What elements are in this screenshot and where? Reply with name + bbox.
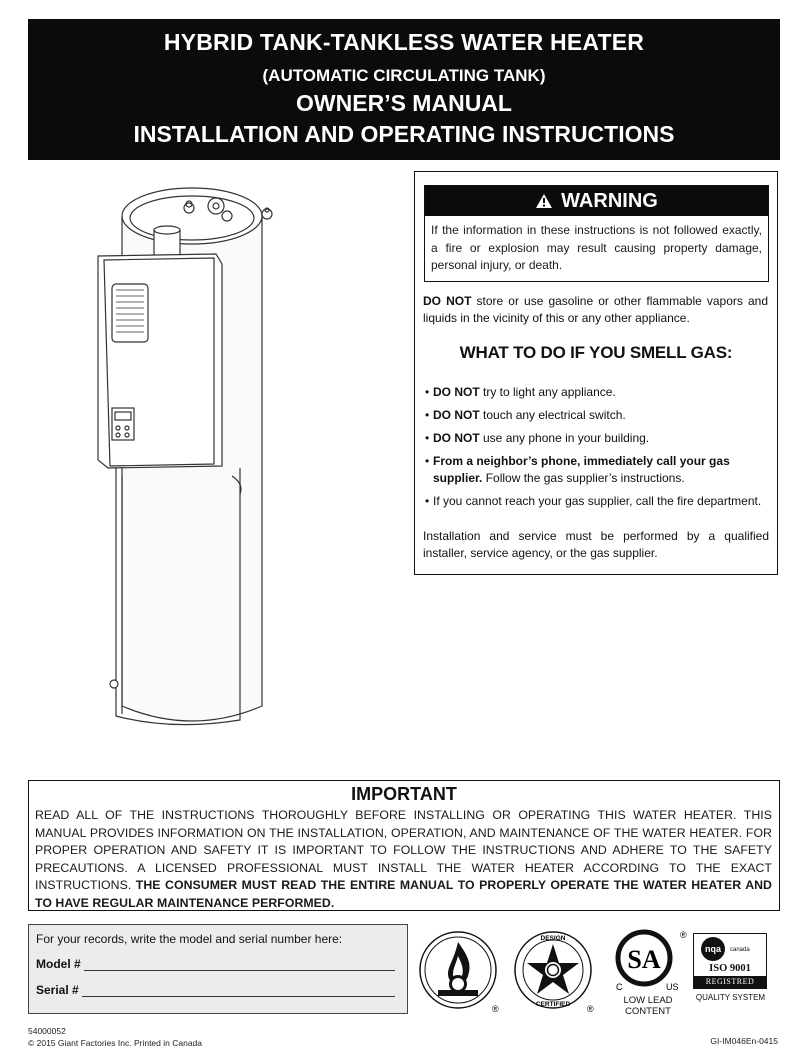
item-bold: DO NOT [433,408,480,422]
csa-certification [608,928,688,1023]
list-item [425,384,769,401]
nqa-canada: canada [730,947,750,953]
item-text: try to light any appliance. [479,385,616,399]
item-text: use any phone in your building. [479,431,650,445]
warning-triangle-icon [535,193,553,209]
gas-heading: WHAT TO DO IF YOU SMELL GAS: [459,343,733,362]
installation-note: Installation and service must be performed by a qualified installer, service agency, or the gas supplier. [423,529,769,560]
list-item [425,430,769,447]
item-text: Follow the gas supplier’s instructions. [482,471,685,485]
svg-text:SA: SA [627,945,661,974]
csa-logo [608,928,688,990]
item-bold: DO NOT [433,385,480,399]
design-certified-logo [513,930,597,1014]
item-text: If you cannot reach your gas supplier, call the fire department. [433,494,762,508]
low-lead-content: CONTENT [625,1006,671,1017]
title-manual: OWNER’S MANUAL [296,90,512,116]
gas-instructions-list [425,384,769,516]
serial-number-field[interactable] [36,981,395,997]
important-bold: THE CONSUMER MUST READ THE ENTIRE MANUAL TO PROPERLY OPERATE THE WATER HEATER AND TO HAVE REGULAR MAINTENANCE PERFORMED. [35,878,772,910]
list-item [425,493,769,510]
donot-text: store or use gasoline or other flammable vapors and liquids in the vicinity of this or any other appliance. [423,294,768,325]
title-product: HYBRID TANK-TANKLESS WATER HEATER [163,29,645,55]
item-bold: DO NOT [433,431,480,445]
item-text: touch any electrical switch. [479,408,626,422]
top-fitting-3 [222,211,232,221]
quality-system: QUALITY SYSTEM [695,993,766,1002]
registered-mark-3: ® [680,930,687,940]
title-subtitle: (AUTOMATIC CIRCULATING TANK) [262,66,546,85]
footer-left [28,1025,202,1049]
footer-copyright: © 2015 Giant Factories Inc. Printed in Canada [28,1038,202,1048]
important-box [28,780,780,911]
serial-line[interactable] [82,984,395,997]
top-fitting-4 [262,208,272,219]
footer-doc-id: GI-IM046En-0415 [710,1036,778,1046]
warning-title: WARNING [561,189,658,212]
nqa-logo: nqa [701,937,725,961]
csa-c: C [616,982,623,990]
footer-code: 54000052 [28,1026,66,1036]
serial-label: Serial # [36,983,79,997]
iso-certification [691,933,770,1015]
certified-label: CERTIFIED [535,1001,571,1008]
model-label: Model # [36,957,81,971]
records-box [28,924,408,1014]
top-fitting-2 [208,198,224,214]
warning-text: If the information in these instructions is not followed exactly, a fire or explosion may result causing property damage, personal injury, or death. [431,223,762,272]
important-text [35,807,772,912]
low-lead: LOW LEAD [623,995,673,1006]
model-number-field[interactable] [36,955,395,971]
important-title: IMPORTANT [351,784,457,804]
flammable-warning [423,293,768,327]
flame-certification-logo [418,930,502,1014]
csa-us: US [666,982,679,990]
list-item [425,453,769,487]
title-instructions: INSTALLATION AND OPERATING INSTRUCTIONS [133,121,675,147]
registered-mark-2: ® [587,1004,594,1014]
water-heater-illustration [92,176,292,736]
title-banner [28,19,780,160]
donot-bold: DO NOT [423,294,472,308]
iso-registred: REGISTRED [694,976,766,988]
iso-label: ISO 9001 [709,963,751,974]
registered-mark-1: ® [492,1004,499,1014]
warning-header [425,186,768,216]
design-label: DESIGN [540,935,566,942]
important-body: READ ALL OF THE INSTRUCTIONS THOROUGHLY BEFORE INSTALLING OR OPERATING THIS WATER HEATER. THIS MANUAL PROVIDES INFORMATION ON THE INSTALLATION, OPERATION, AND MAINTENANCE OF THE WATER HEATER. FOR PROPER OPERATION AND SAFETY IT IS IMPORTANT TO FOLLOW THE INSTRUCTIONS AND ADHERE TO THE SAFETY PRECAUTIONS. A LICENSED PROFESSIONAL MUST INSTALL THE WATER HEATER ACCORDING TO THE EXACT INSTRUCTIONS. [35,808,772,892]
model-line[interactable] [84,958,395,971]
iso-frame [693,933,767,989]
warning-box [414,171,778,575]
list-item [425,407,769,424]
item-bold: From a neighbor’s phone, immediately call your gas supplier. [433,454,730,485]
warning-banner [424,185,769,282]
records-intro: For your records, write the model and serial number here: [36,932,343,946]
